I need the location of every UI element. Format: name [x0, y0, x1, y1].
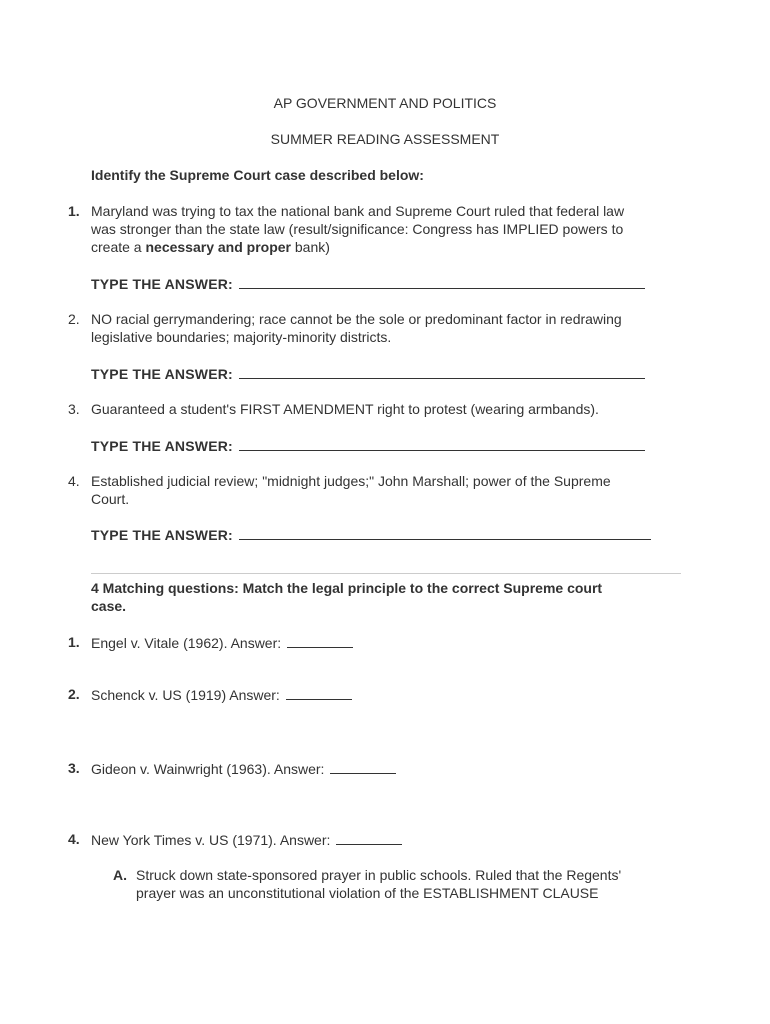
matching-3-text: Gideon v. Wainwright (1963). Answer:: [91, 761, 325, 777]
matching-3-number: 3.: [68, 760, 80, 776]
question-1-line3: create a necessary and proper bank): [91, 239, 330, 255]
matching-3-answer-field[interactable]: [330, 759, 396, 774]
question-4-line2: Court.: [91, 491, 130, 507]
question-2-answer-row: [91, 363, 645, 383]
matching-1-answer-field[interactable]: [287, 633, 353, 648]
question-4-text: [91, 472, 681, 508]
question-2-number: 2.: [68, 311, 80, 327]
matching-2-text: Schenck v. US (1919) Answer:: [91, 687, 280, 703]
question-3-line1: Guaranteed a student's FIRST AMENDMENT right to protest (wearing armbands).: [91, 401, 599, 417]
question-1-answer-field[interactable]: [239, 273, 645, 289]
question-3-answer-field[interactable]: [239, 435, 645, 451]
matching-heading: 4 Matching questions: Match the legal principle to the correct Supreme court case.: [91, 580, 603, 614]
answer-label: TYPE THE ANSWER:: [91, 438, 233, 454]
question-4-line1: Established judicial review; "midnight judges;" John Marshall; power of the Supreme: [91, 473, 611, 489]
question-2-line2: legislative boundaries; majority-minority districts.: [91, 329, 392, 345]
question-2-answer-field[interactable]: [239, 363, 645, 379]
question-3-text: [91, 400, 681, 418]
answer-label: TYPE THE ANSWER:: [91, 276, 233, 292]
question-1-text: [91, 202, 681, 256]
instruction-heading: Identify the Supreme Court case described below:: [91, 167, 424, 183]
question-4-answer-field[interactable]: [239, 524, 651, 540]
matching-4-number: 4.: [68, 831, 80, 847]
question-1-number: 1.: [68, 203, 80, 219]
matching-4-text: New York Times v. US (1971). Answer:: [91, 832, 331, 848]
option-a-letter: A.: [113, 867, 127, 883]
question-1-answer-row: [91, 273, 645, 293]
matching-2-number: 2.: [68, 686, 80, 702]
question-4-answer-row: [91, 524, 651, 544]
matching-4-item: [91, 830, 681, 849]
question-3-answer-row: [91, 435, 645, 455]
section-divider: [91, 573, 681, 574]
matching-1-item: [91, 633, 681, 652]
document-subtitle: SUMMER READING ASSESSMENT: [270, 131, 500, 147]
question-1-line1: Maryland was trying to tax the national bank and Supreme Court ruled that federal law: [91, 203, 625, 219]
matching-1-number: 1.: [68, 634, 80, 650]
matching-2-item: [91, 685, 681, 704]
answer-label: TYPE THE ANSWER:: [91, 527, 233, 543]
answer-label: TYPE THE ANSWER:: [91, 366, 233, 382]
question-2-line1: NO racial gerrymandering; race cannot be the sole or predominant factor in redrawing: [91, 311, 622, 327]
matching-4-answer-field[interactable]: [336, 830, 402, 845]
option-a-text: Struck down state-sponsored prayer in public schools. Ruled that the Regents' prayer was an unconstitutional violation of the ESTABLISHMENT CLAUSE: [136, 867, 622, 901]
question-1-line2: was stronger than the state law (result/significance: Congress has IMPLIED powers to: [91, 221, 624, 237]
question-3-number: 3.: [68, 401, 80, 417]
necessary-and-proper: necessary and proper: [145, 239, 291, 255]
question-4-number: 4.: [68, 473, 80, 489]
matching-2-answer-field[interactable]: [286, 685, 352, 700]
document-title: AP GOVERNMENT AND POLITICS: [273, 95, 497, 111]
question-2-text: [91, 310, 681, 346]
matching-3-item: [91, 759, 681, 778]
matching-1-text: Engel v. Vitale (1962). Answer:: [91, 635, 282, 651]
